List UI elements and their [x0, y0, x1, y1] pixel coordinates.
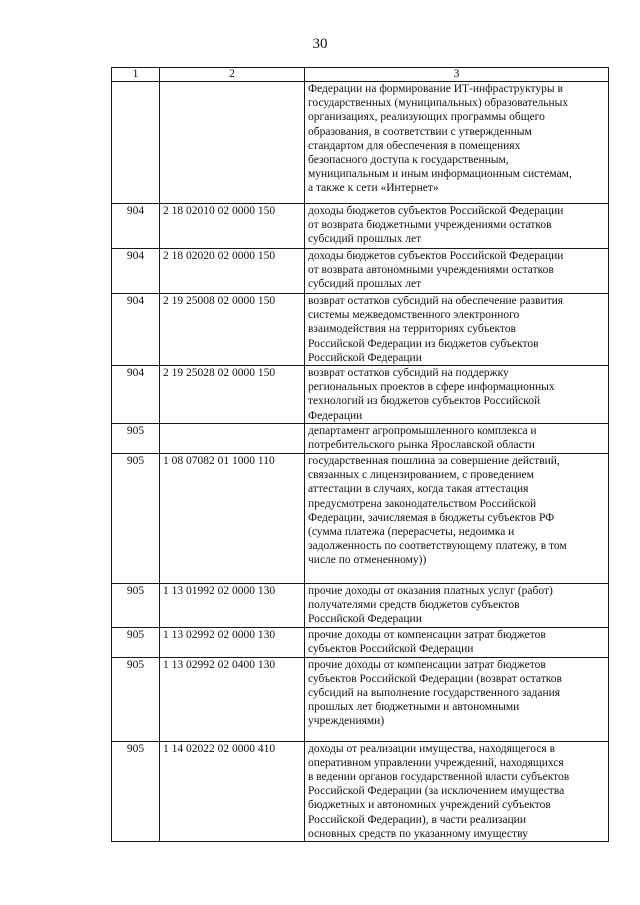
revenue-name-line: предусмотрена законодательством Российской — [308, 497, 537, 510]
admin-code-cell: 904 — [112, 366, 160, 424]
revenue-name-line: безопасного доступа к государственным, — [308, 154, 509, 167]
revenue-name-line: субъектов Российской Федерации — [308, 642, 474, 655]
revenue-name-line: Российской Федерации (за исключением имущества — [308, 785, 565, 798]
revenue-name-cell — [305, 584, 609, 628]
revenue-code-cell: 1 14 02022 02 0000 410 — [160, 741, 305, 841]
revenue-name-line: задолженность по соответствующему платежу, в том — [308, 540, 567, 553]
admin-code-cell — [112, 82, 160, 204]
revenue-name-line: региональных проектов в сфере информационных — [308, 381, 555, 394]
admin-code-cell: 904 — [112, 294, 160, 366]
revenue-name-line: в ведении органов государственной власти субъектов — [308, 771, 570, 784]
revenue-name-line: технологий из бюджетов субъектов Российской — [308, 395, 541, 408]
revenue-name-cell — [305, 82, 609, 204]
revenue-name-line: возврат остатков субсидий на поддержку — [308, 367, 509, 380]
admin-code-cell: 905 — [112, 584, 160, 628]
table-row — [112, 204, 609, 249]
revenue-name-line: от возврата бюджетными учреждениями остатков — [308, 219, 552, 232]
revenue-name-line: доходы от реализации имущества, находящегося в — [308, 742, 556, 755]
revenue-name-line: прошлых лет бюджетными и автономными — [308, 701, 520, 714]
revenue-name-line: организациях, реализующих программы общего — [308, 111, 545, 124]
revenue-code-cell — [160, 82, 305, 204]
table-row — [112, 294, 609, 366]
revenue-name-line: получателями средств бюджетов субъектов — [308, 599, 520, 612]
revenue-code-cell: 2 19 25028 02 0000 150 — [160, 366, 305, 424]
admin-code-cell: 905 — [112, 424, 160, 454]
table-row — [112, 424, 609, 454]
admin-code-cell: 905 — [112, 657, 160, 741]
revenue-name-cell — [305, 294, 609, 366]
budget-revenue-table — [111, 67, 609, 842]
revenue-code-cell: 2 19 25008 02 0000 150 — [160, 294, 305, 366]
revenue-name-line: числе по отмененному)) — [308, 554, 427, 567]
revenue-name-line: субсидий прошлых лет — [308, 233, 422, 246]
revenue-name-cell — [305, 627, 609, 657]
admin-code-cell: 905 — [112, 741, 160, 841]
revenue-name-line: Российской Федерации — [308, 351, 422, 364]
admin-code-cell: 905 — [112, 627, 160, 657]
revenue-name-line: Российской Федерации из бюджетов субъектов — [308, 337, 539, 350]
revenue-name-line: оперативном управлении учреждений, находящихся — [308, 756, 564, 769]
revenue-name-cell — [305, 424, 609, 454]
revenue-code-cell: 1 08 07082 01 1000 110 — [160, 454, 305, 584]
revenue-name-line: департамент агропромышленного комплекса и — [308, 425, 537, 438]
revenue-name-line: государственная пошлина за совершение действий, — [308, 455, 560, 468]
revenue-name-line: бюджетных и автономных учреждений субъектов — [308, 799, 551, 812]
table-row — [112, 82, 609, 204]
revenue-name-line: стандартом для обеспечения в помещениях — [308, 139, 521, 152]
revenue-code-cell: 1 13 02992 02 0400 130 — [160, 657, 305, 741]
revenue-name-line: доходы бюджетов субъектов Российской Федерации — [308, 205, 564, 217]
revenue-name-cell — [305, 204, 609, 249]
table-row — [112, 741, 609, 841]
revenue-code-cell: 1 13 01992 02 0000 130 — [160, 584, 305, 628]
revenue-name-cell — [305, 366, 609, 424]
revenue-name-line: Федерации на формирование ИТ-инфраструктуры в — [308, 83, 563, 95]
revenue-name-line: системы межведомственного электронного — [308, 309, 520, 322]
revenue-name-line: Российской Федерации), в части реализации — [308, 813, 526, 826]
revenue-name-line: образования, в соответствии с утвержденным — [308, 125, 532, 138]
revenue-name-cell — [305, 657, 609, 741]
table-row — [112, 366, 609, 424]
admin-code-cell: 905 — [112, 454, 160, 584]
header-cell-2: 2 — [160, 68, 305, 82]
header-cell-3: 3 — [305, 68, 609, 82]
table-row — [112, 249, 609, 294]
revenue-name-line: от возврата автономными учреждениями остатков — [308, 264, 554, 277]
table-row — [112, 584, 609, 628]
revenue-name-line: взаимодействия на территориях субъектов — [308, 323, 516, 336]
revenue-name-line: муниципальным и иным информационным системам, — [308, 168, 572, 181]
revenue-name-line: Федерации, зачисляемая в бюджеты субъектов РФ — [308, 511, 555, 524]
table-row — [112, 657, 609, 741]
revenue-name-line: доходы бюджетов субъектов Российской Федерации — [308, 250, 564, 262]
revenue-name-line: прочие доходы от компенсации затрат бюджетов — [308, 658, 546, 671]
revenue-code-cell: 1 13 02992 02 0000 130 — [160, 627, 305, 657]
table-body — [112, 68, 609, 842]
revenue-name-line: Российской Федерации — [308, 613, 422, 626]
revenue-name-line: прочие доходы от компенсации затрат бюджетов — [308, 628, 546, 641]
revenue-name-line: (сумма платежа (перерасчеты, недоимка и — [308, 526, 515, 539]
admin-code-cell: 904 — [112, 204, 160, 249]
revenue-name-line: субсидий прошлых лет — [308, 278, 422, 291]
revenue-name-line: потребительского рынка Ярославской области — [308, 439, 535, 452]
revenue-name-line: связанных с лицензированием, с проведением — [308, 469, 534, 482]
revenue-name-cell — [305, 454, 609, 584]
revenue-name-line: учреждениями) — [308, 715, 385, 728]
revenue-name-line: прочие доходы от оказания платных услуг (работ) — [308, 585, 553, 598]
revenue-code-cell — [160, 424, 305, 454]
revenue-name-line: а также к сети «Интернет» — [308, 182, 439, 195]
page-number: 30 — [312, 36, 328, 52]
revenue-name-line: субъектов Российской Федерации (возврат остатков — [308, 672, 562, 685]
revenue-name-line: возврат остатков субсидий на обеспечение развития — [308, 295, 564, 307]
table-header-row — [112, 68, 609, 82]
revenue-name-line: Федерации — [308, 409, 363, 422]
revenue-code-cell: 2 18 02020 02 0000 150 — [160, 249, 305, 294]
revenue-code-cell: 2 18 02010 02 0000 150 — [160, 204, 305, 249]
revenue-name-line: аттестации в случаях, когда такая аттестация — [308, 483, 529, 496]
revenue-name-cell — [305, 741, 609, 841]
revenue-name-cell — [305, 249, 609, 294]
table-row — [112, 454, 609, 584]
revenue-name-line: субсидий на выполнение государственного задания — [308, 687, 561, 700]
table-row — [112, 627, 609, 657]
header-cell-1: 1 — [112, 68, 160, 82]
revenue-name-line: государственных (муниципальных) образовательных — [308, 97, 569, 110]
revenue-name-line: основных средств по указанному имуществу — [308, 827, 528, 840]
admin-code-cell: 904 — [112, 249, 160, 294]
